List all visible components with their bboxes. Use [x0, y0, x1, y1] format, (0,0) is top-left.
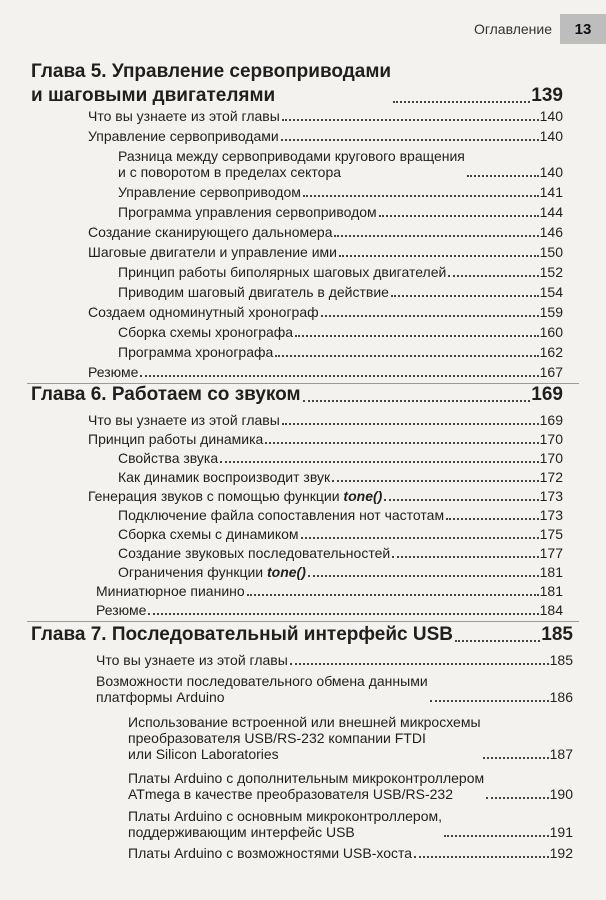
toc-entry	[118, 148, 563, 180]
toc-entry	[118, 344, 563, 360]
entry-page: 150	[539, 244, 563, 260]
entry-title: Что вы узнаете из этой главы	[96, 652, 288, 668]
dot-leader	[393, 101, 530, 103]
entry-page: 146	[539, 224, 563, 240]
toc-entry	[88, 224, 563, 240]
entry-title: Управление сервоприводами	[88, 128, 279, 144]
entry-page: 169	[539, 412, 563, 428]
dot-leader	[392, 556, 538, 558]
dot-leader	[334, 235, 538, 237]
toc-entry	[128, 845, 573, 861]
dot-leader	[486, 797, 549, 799]
entry-page: 172	[539, 469, 563, 485]
chapter-page: 139	[531, 85, 563, 106]
toc-entry	[118, 324, 563, 340]
dot-leader	[339, 255, 539, 257]
chapter-7-heading	[31, 623, 573, 647]
entry-title: Разница между сервоприводами кругового вращения	[118, 148, 465, 164]
entry-page: 191	[549, 824, 573, 840]
dot-leader	[414, 856, 549, 858]
entry-page: 141	[539, 184, 563, 200]
entry-page: 160	[539, 324, 563, 340]
entry-page: 140	[539, 128, 563, 144]
entry-title: Сборка схемы хронографа	[118, 324, 294, 340]
entry-title: Генерация звуков с помощью функции	[88, 488, 344, 504]
chapter-divider	[27, 621, 579, 622]
toc-entry	[88, 128, 563, 144]
toc-entry	[88, 364, 563, 380]
entry-title: Резюме	[96, 602, 147, 618]
entry-page: 140	[539, 108, 563, 124]
entry-title: Как динамик воспроизводит звук	[118, 469, 331, 485]
entry-title: Программа хронографа	[118, 344, 274, 360]
entry-page: 177	[539, 545, 563, 561]
toc-entry	[118, 450, 563, 466]
toc-entry	[128, 714, 573, 762]
dot-leader	[446, 518, 539, 520]
chapter-title-line: Глава 6. Работаем со звуком	[31, 384, 301, 405]
toc-entry	[128, 770, 573, 802]
entry-title: Программа управления сервоприводом	[118, 204, 377, 220]
toc-entry	[128, 808, 573, 840]
toc-entry	[96, 602, 563, 618]
entry-page: 170	[539, 450, 563, 466]
dot-leader	[332, 480, 539, 482]
toc-entry	[118, 184, 563, 200]
entry-title: Подключение файла сопоставления нот частотам	[118, 507, 445, 523]
toc-entry	[118, 204, 563, 220]
function-name: tone()	[343, 488, 383, 504]
entry-page: 181	[539, 583, 563, 599]
entry-title: Резюме	[88, 364, 139, 380]
entry-title: Шаговые двигатели и управление ими	[88, 244, 337, 260]
entry-page: 185	[549, 652, 573, 668]
entry-title: Ограничения функции	[118, 564, 267, 580]
entry-page: 173	[539, 507, 563, 523]
entry-title: Создание сканирующего дальномера	[88, 224, 333, 240]
chapter-5-heading	[31, 60, 563, 108]
dot-leader	[247, 594, 539, 596]
entry-title: Принцип работы динамика	[88, 431, 264, 447]
entry-title: Приводим шаговый двигатель в действие	[118, 284, 389, 300]
entry-page: 140	[539, 164, 563, 180]
entry-title: или Silicon Laboratories	[128, 746, 279, 762]
dot-leader	[321, 315, 539, 317]
toc-entry	[96, 652, 573, 668]
toc-entry	[118, 526, 563, 542]
toc-entry	[88, 108, 563, 124]
toc-entry	[118, 284, 563, 300]
entry-title: Платы Arduino с основным микроконтроллером,	[128, 808, 442, 824]
dot-leader	[275, 355, 538, 357]
toc-entry	[118, 507, 563, 523]
entry-title: Создаем одноминутный хронограф	[88, 304, 319, 320]
entry-page: 181	[539, 564, 563, 580]
entry-page: 170	[539, 431, 563, 447]
entry-title: Использование встроенной или внешней микросхемы	[128, 714, 481, 730]
dot-leader	[444, 835, 549, 837]
entry-page: 144	[539, 204, 563, 220]
entry-title: поддерживающим интерфейс USB	[128, 824, 355, 840]
dot-leader	[301, 537, 539, 539]
entry-page: 152	[539, 264, 563, 280]
dot-leader	[455, 640, 540, 642]
dot-leader	[391, 295, 539, 297]
dot-leader	[430, 700, 549, 702]
dot-leader	[290, 663, 549, 665]
dot-leader	[379, 215, 539, 217]
toc-entry	[88, 304, 563, 320]
dot-leader	[303, 400, 531, 402]
dot-leader	[282, 119, 539, 121]
running-head-title: Оглавление	[473, 21, 552, 37]
entry-page: 184	[539, 602, 563, 618]
dot-leader	[265, 442, 538, 444]
entry-page: 167	[539, 364, 563, 380]
entry-page: 186	[549, 689, 573, 705]
dot-leader	[220, 461, 539, 463]
entry-title: Свойства звука	[118, 450, 219, 466]
entry-title: Платы Arduino с дополнительным микроконтроллером	[128, 770, 485, 786]
dot-leader	[295, 335, 539, 337]
toc-entry	[88, 412, 563, 428]
page-number: 13	[560, 14, 606, 44]
dot-leader	[303, 195, 539, 197]
entry-title: ATmega в качестве преобразователя USB/RS-232	[128, 786, 453, 802]
chapter-page: 185	[541, 624, 573, 645]
dot-leader	[483, 757, 549, 759]
chapter-title-line: и шаговыми двигателями	[31, 85, 276, 106]
dot-leader	[282, 423, 539, 425]
entry-title: платформы Arduino	[96, 689, 225, 705]
entry-title: Возможности последовательного обмена данными	[96, 673, 428, 689]
entry-title: Что вы узнаете из этой главы	[88, 108, 280, 124]
toc-entry	[96, 583, 563, 599]
dot-leader	[467, 175, 539, 177]
dot-leader	[448, 275, 538, 277]
entry-title: Принцип работы биполярных шаговых двигателей	[118, 264, 447, 280]
entry-title: преобразователя USB/RS-232 компании FTDI	[128, 730, 426, 746]
dot-leader	[308, 575, 539, 577]
entry-page: 192	[549, 845, 573, 861]
entry-title: Платы Arduino с возможностями USB-хоста	[128, 845, 413, 861]
toc-entry	[118, 469, 563, 485]
entry-page: 162	[539, 344, 563, 360]
entry-page: 159	[539, 304, 563, 320]
toc-entry	[88, 244, 563, 260]
entry-title: Сборка схемы с динамиком	[118, 526, 299, 542]
entry-page: 190	[549, 786, 573, 802]
chapter-title-line: Глава 5. Управление сервоприводами	[31, 61, 392, 82]
toc-entry	[118, 545, 563, 561]
toc-entry	[88, 431, 563, 447]
entry-page: 154	[539, 284, 563, 300]
dot-leader	[140, 375, 538, 377]
entry-title: Управление сервоприводом	[118, 184, 301, 200]
toc-entry	[118, 264, 563, 280]
toc-entry	[118, 564, 563, 580]
entry-title: Миниатюрное пианино	[96, 583, 245, 599]
dot-leader	[281, 139, 539, 141]
toc-entry	[88, 488, 563, 504]
chapter-page: 169	[531, 384, 563, 405]
entry-title: и с поворотом в пределах сектора	[118, 164, 342, 180]
function-name: tone()	[267, 564, 306, 580]
running-head	[474, 14, 606, 44]
entry-page: 175	[539, 526, 563, 542]
entry-page: 173	[539, 488, 563, 504]
entry-title: Что вы узнаете из этой главы	[88, 412, 280, 428]
chapter-title-line: Глава 7. Последовательный интерфейс USB	[31, 624, 453, 645]
dot-leader	[148, 613, 538, 615]
entry-title: Создание звуковых последовательностей	[118, 545, 391, 561]
toc-entry	[96, 673, 573, 705]
chapter-6-heading	[31, 383, 563, 407]
dot-leader	[384, 499, 538, 501]
entry-page: 187	[549, 746, 573, 762]
